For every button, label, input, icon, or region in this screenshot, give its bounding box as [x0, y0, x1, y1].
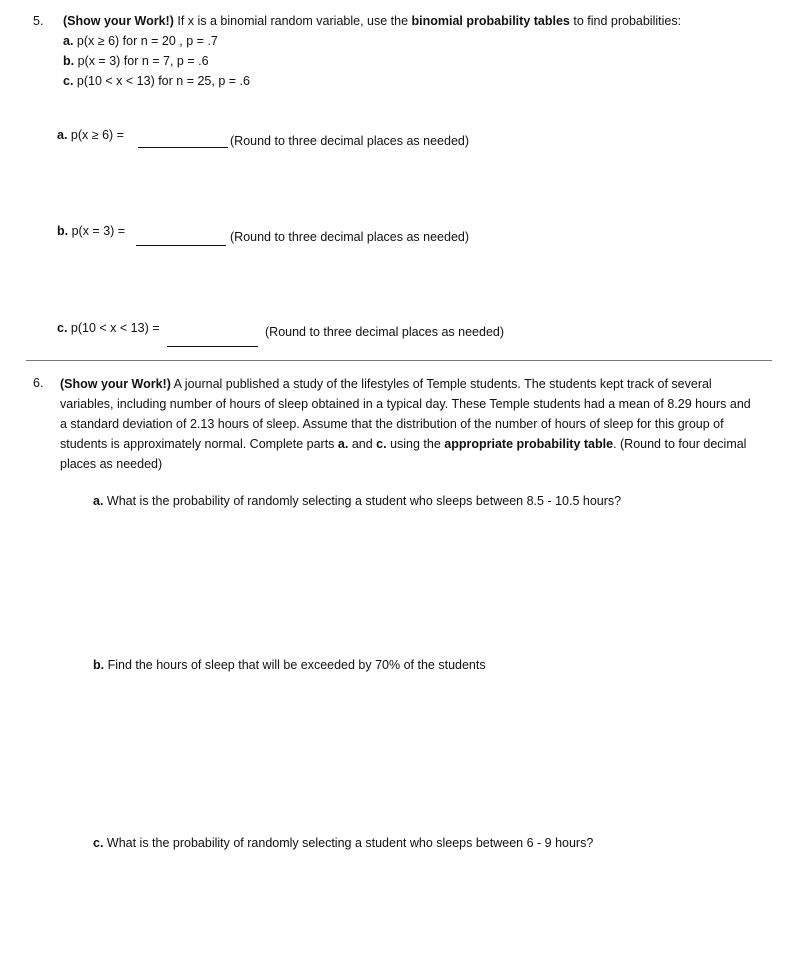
prompt-text: . (Round to four decimal places as needed)	[60, 437, 747, 471]
prompt-text: and	[348, 437, 377, 451]
question-6-part-b	[93, 658, 486, 672]
part-a-ref: a.	[337, 437, 349, 451]
part-text: What is the probability of randomly selecting a student who sleeps between 6 - 9 hours?	[103, 836, 594, 850]
part-text: Find the hours of sleep that will be exceeded by 70% of the students	[104, 658, 486, 672]
answer-b-note: (Round to three decimal places as needed)	[230, 230, 470, 244]
prompt-text: A journal published a study of the lifestyles of Temple students. The students kept track of several variables, including number of hours of sleep obtained in a typical day. These Temple students had a mean of 8.29 hours and a standard deviation of 2.13 hours of sleep. Assume that the distribution of the number of hours of sleep for this group of students is approximately normal. Complete parts	[60, 377, 751, 451]
answer-a-blank[interactable]	[138, 147, 228, 148]
part-text: What is the probability of randomly selecting a student who sleeps between 8.5 - 10.5 hours?	[103, 494, 622, 508]
question-6-prompt	[60, 374, 760, 474]
part-label: c.	[93, 836, 104, 850]
question-5-part-c	[63, 74, 250, 88]
part-text: p(x = 3) for n = 7, p = .6	[74, 54, 209, 68]
question-6-part-c	[93, 836, 593, 850]
part-label: a.	[93, 494, 104, 508]
part-label: b.	[93, 658, 105, 672]
answer-label: b.	[57, 224, 69, 238]
question-5-number: 5.	[33, 14, 44, 28]
question-5-part-a	[63, 34, 218, 48]
probability-table-label: appropriate probability table	[444, 437, 614, 451]
question-6-part-a	[93, 494, 621, 508]
prompt-text: If x is a binomial random variable, use the	[173, 14, 412, 28]
answer-b-expression	[57, 224, 125, 238]
part-c-ref: c.	[376, 437, 387, 451]
answer-c-note: (Round to three decimal places as needed)	[265, 325, 505, 339]
answer-b-blank[interactable]	[136, 245, 226, 246]
question-5-part-b	[63, 54, 209, 68]
show-work-label: (Show your Work!)	[60, 377, 171, 391]
answer-a-expression	[57, 128, 124, 142]
part-text: p(10 < x < 13) for n = 25, p = .6	[73, 74, 250, 88]
answer-label: c.	[57, 321, 68, 335]
part-text: p(x ≥ 6) for n = 20 , p = .7	[73, 34, 218, 48]
part-label: a.	[63, 34, 74, 48]
prompt-text: using the	[386, 437, 445, 451]
part-label: c.	[63, 74, 74, 88]
answer-a-note: (Round to three decimal places as needed)	[230, 134, 470, 148]
answer-label: a.	[57, 128, 68, 142]
answer-c-blank[interactable]	[167, 346, 258, 347]
question-6-number: 6.	[33, 376, 44, 390]
prompt-text: to find probabilities:	[569, 14, 682, 28]
answer-c-expression	[57, 321, 160, 335]
answer-expr: p(10 < x < 13) =	[67, 321, 160, 335]
question-5-prompt	[63, 14, 681, 28]
section-divider	[26, 360, 772, 361]
part-label: b.	[63, 54, 75, 68]
binomial-tables-label: binomial probability tables	[411, 14, 570, 28]
show-work-label: (Show your Work!)	[63, 14, 174, 28]
answer-expr: p(x ≥ 6) =	[67, 128, 124, 142]
answer-expr: p(x = 3) =	[68, 224, 126, 238]
